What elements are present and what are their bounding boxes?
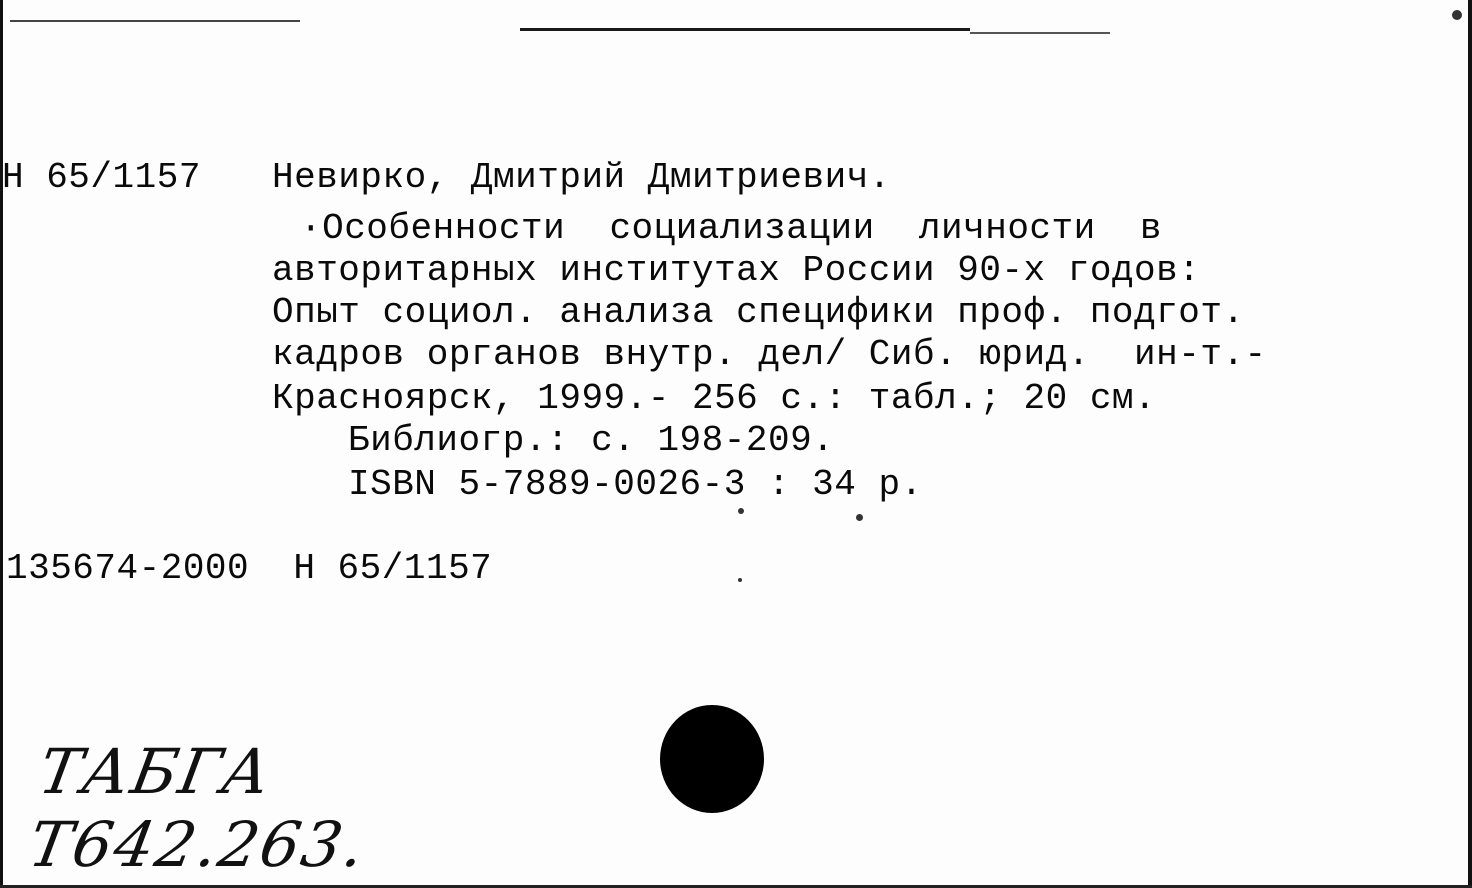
card-left-edge [0,0,3,888]
shelf-mark: Н 65/1157 [2,157,201,198]
punch-hole [660,705,764,813]
speck [738,578,742,582]
handwritten-note: Т642.263. [23,808,372,881]
publication-line: Красноярск, 1999.- 256 с.: табл.; 20 см. [272,378,1157,419]
isbn-line: ISBN 5-7889-0026-3 : 34 р. [348,464,923,505]
title-line: Опыт социол. анализа специфики проф. подгот. [272,292,1245,333]
speck [856,514,863,521]
card-right-edge [1468,0,1472,888]
bibliography-note: Библиогр.: с. 198-209. [348,420,835,461]
speck [1452,10,1462,20]
inventory-number: 135674-2000 Н 65/1157 [6,548,493,589]
top-rule-line-right [970,32,1110,34]
speck [738,508,744,514]
handwritten-note: ТАБГА [33,735,279,808]
title-line: ·Особенности социализации личности в [300,208,1163,249]
title-line: кадров органов внутр. дел/ Сиб. юрид. ин-т.- [272,334,1267,375]
title-line: авторитарных институтах России 90-х годов: [272,250,1201,291]
top-rule-line-left [10,20,300,22]
author-heading: Невирко, Дмитрий Дмитриевич. [272,157,891,198]
top-rule-line [520,28,970,31]
